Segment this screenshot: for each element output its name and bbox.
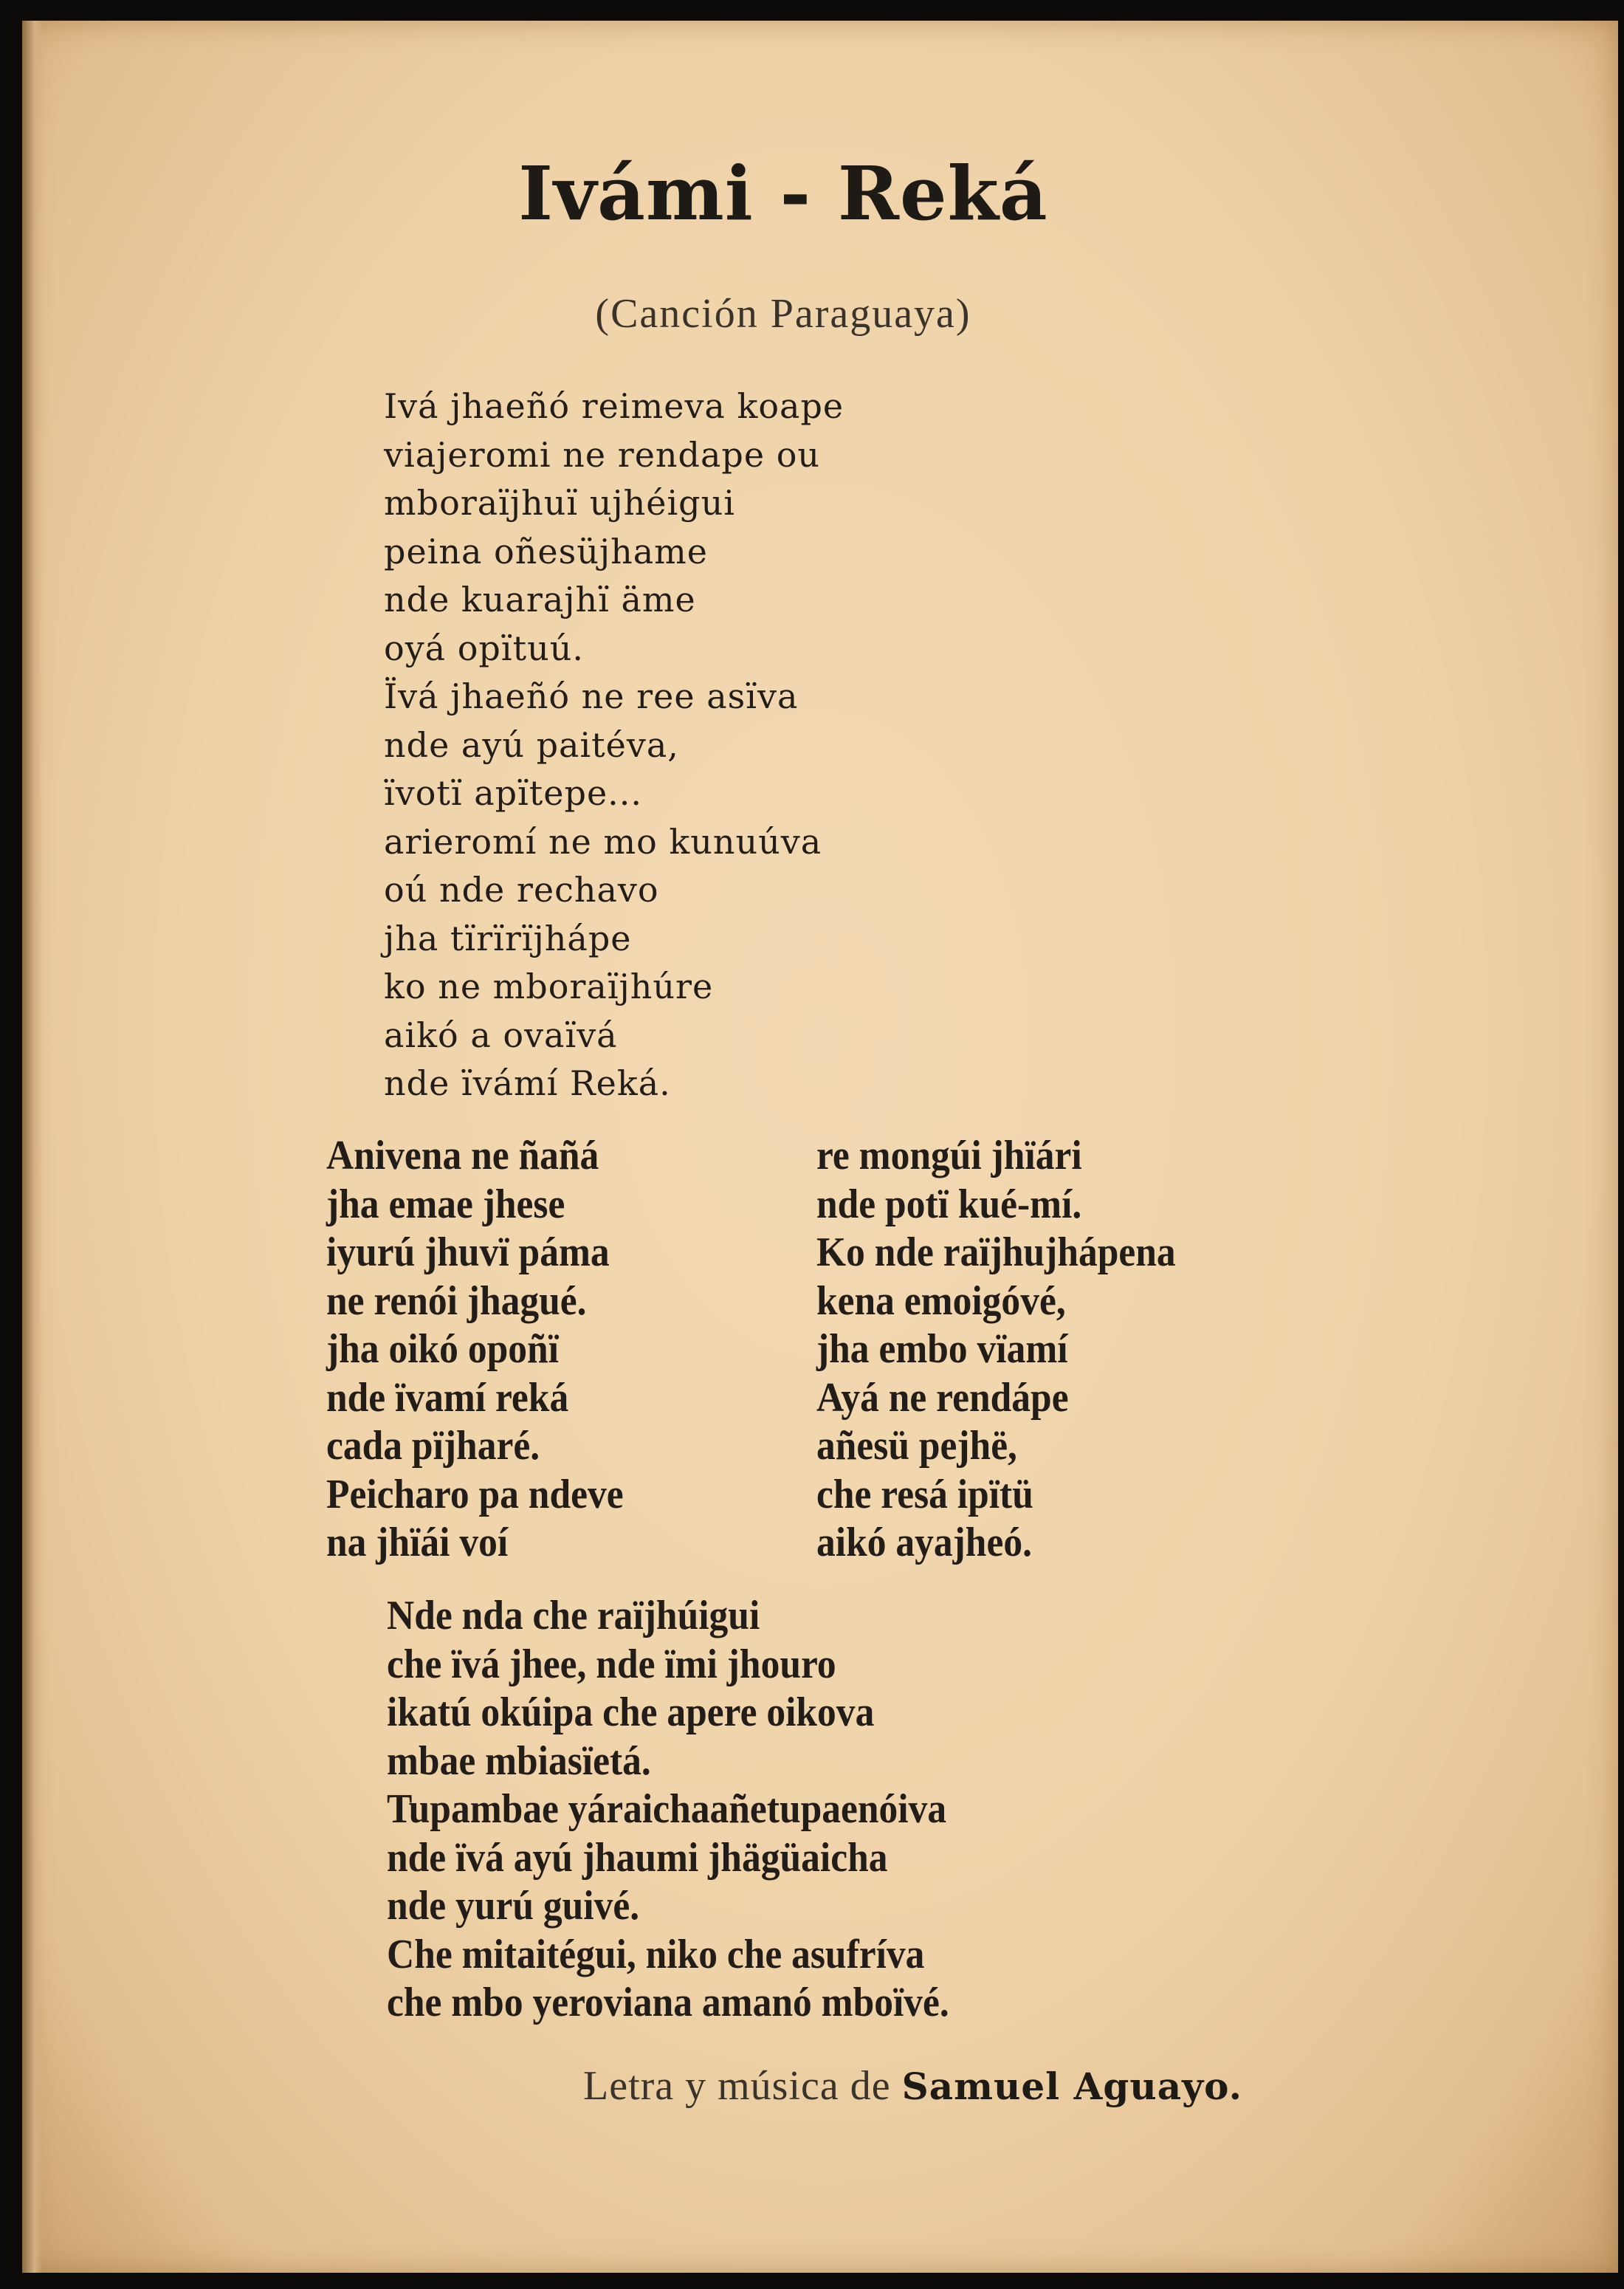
verse-line: oú nde rechavo	[384, 870, 659, 910]
verse-line: ïvotï apïtepe...	[384, 773, 643, 813]
song-title: Ivámi - Reká	[518, 150, 1048, 237]
book-page	[22, 21, 1618, 2273]
song-credit	[583, 2062, 1242, 2110]
song-subtitle: (Canción Paraguaya)	[595, 291, 971, 337]
verse-line: jha embo vïamí	[816, 1326, 1068, 1372]
verse-line: Ayá ne rendápe	[816, 1374, 1069, 1421]
verse-line: Ko nde raïjhujhápena	[816, 1229, 1176, 1275]
verse-line: añesü pejhë,	[816, 1423, 1017, 1469]
verse-line: iyurú jhuvï páma	[326, 1229, 610, 1275]
verse-line: mboraïjhuï ujhéigui	[384, 483, 735, 523]
verse-line: jha emae jhese	[326, 1181, 565, 1227]
verse-line: Peicharo pa ndeve	[326, 1471, 624, 1517]
verse-line: Che mitaitégui, niko che asufríva	[387, 1931, 925, 1977]
verse-line: viajeromi ne rendape ou	[384, 434, 821, 475]
page-binding-edge	[22, 21, 43, 2273]
verse-line: arieromí ne mo kunuúva	[384, 821, 822, 862]
verse-line: Tupambae yáraichaañetupaenóiva	[387, 1786, 947, 1832]
verse-line: nde ïvá ayú jhaumi jhägüaicha	[387, 1834, 888, 1881]
verse-line: jha oikó opoñï	[326, 1326, 559, 1372]
stanza-2-right-column	[816, 1132, 1176, 1568]
verse-line: nde yurú guivé.	[387, 1883, 640, 1929]
verse-line: Anivena ne ñañá	[326, 1133, 599, 1178]
verse-line: aikó a ovaïvá	[384, 1015, 618, 1055]
verse-line: kena emoigóvé,	[816, 1277, 1066, 1324]
verse-line: ko ne mboraïjhúre	[384, 967, 714, 1006]
verse-line: oyá opïtuú.	[384, 628, 584, 668]
verse-line: Ïvá jhaeñó ne ree asïva	[384, 676, 799, 716]
verse-line: nde kuarajhï äme	[384, 580, 696, 620]
verse-line: che resá ipïtü	[816, 1471, 1033, 1517]
verse-line: re mongúi jhïári	[816, 1133, 1082, 1178]
verse-line: jha tïrïrïjhápe	[384, 918, 632, 958]
verse-line: cada pïjharé.	[326, 1423, 540, 1469]
credit-prefix: Letra y música de	[583, 2063, 891, 2109]
verse-line: nde ayú paitéva,	[384, 724, 679, 765]
verse-line: peina oñesüjhame	[384, 531, 708, 572]
verse-line: che ïvá jhee, nde ïmi jhouro	[387, 1641, 836, 1687]
stanza-2-left-column	[326, 1132, 624, 1568]
verse-line: aikó ayajheó.	[816, 1520, 1032, 1565]
verse-line: Nde nda che raïjhúigui	[387, 1593, 760, 1638]
stanza-1	[384, 382, 844, 1108]
verse-line: ikatú okúipa che apere oikova	[387, 1689, 875, 1735]
verse-line: che mbo yeroviana amanó mboïvé.	[387, 1980, 949, 2025]
verse-line: mbae mbiasïetá.	[387, 1737, 651, 1784]
credit-author: Samuel Aguayo.	[901, 2065, 1243, 2108]
verse-line: Ivá jhaeñó reimeva koape	[384, 386, 844, 426]
stanza-3	[387, 1592, 949, 2028]
verse-line: nde ïvámí Reká.	[384, 1063, 671, 1103]
verse-line: ne renói jhagué.	[326, 1277, 587, 1324]
verse-line: na jhïái voí	[326, 1520, 509, 1565]
verse-line: nde potï kué-mí.	[816, 1181, 1082, 1227]
verse-line: nde ïvamí reká	[326, 1374, 569, 1421]
